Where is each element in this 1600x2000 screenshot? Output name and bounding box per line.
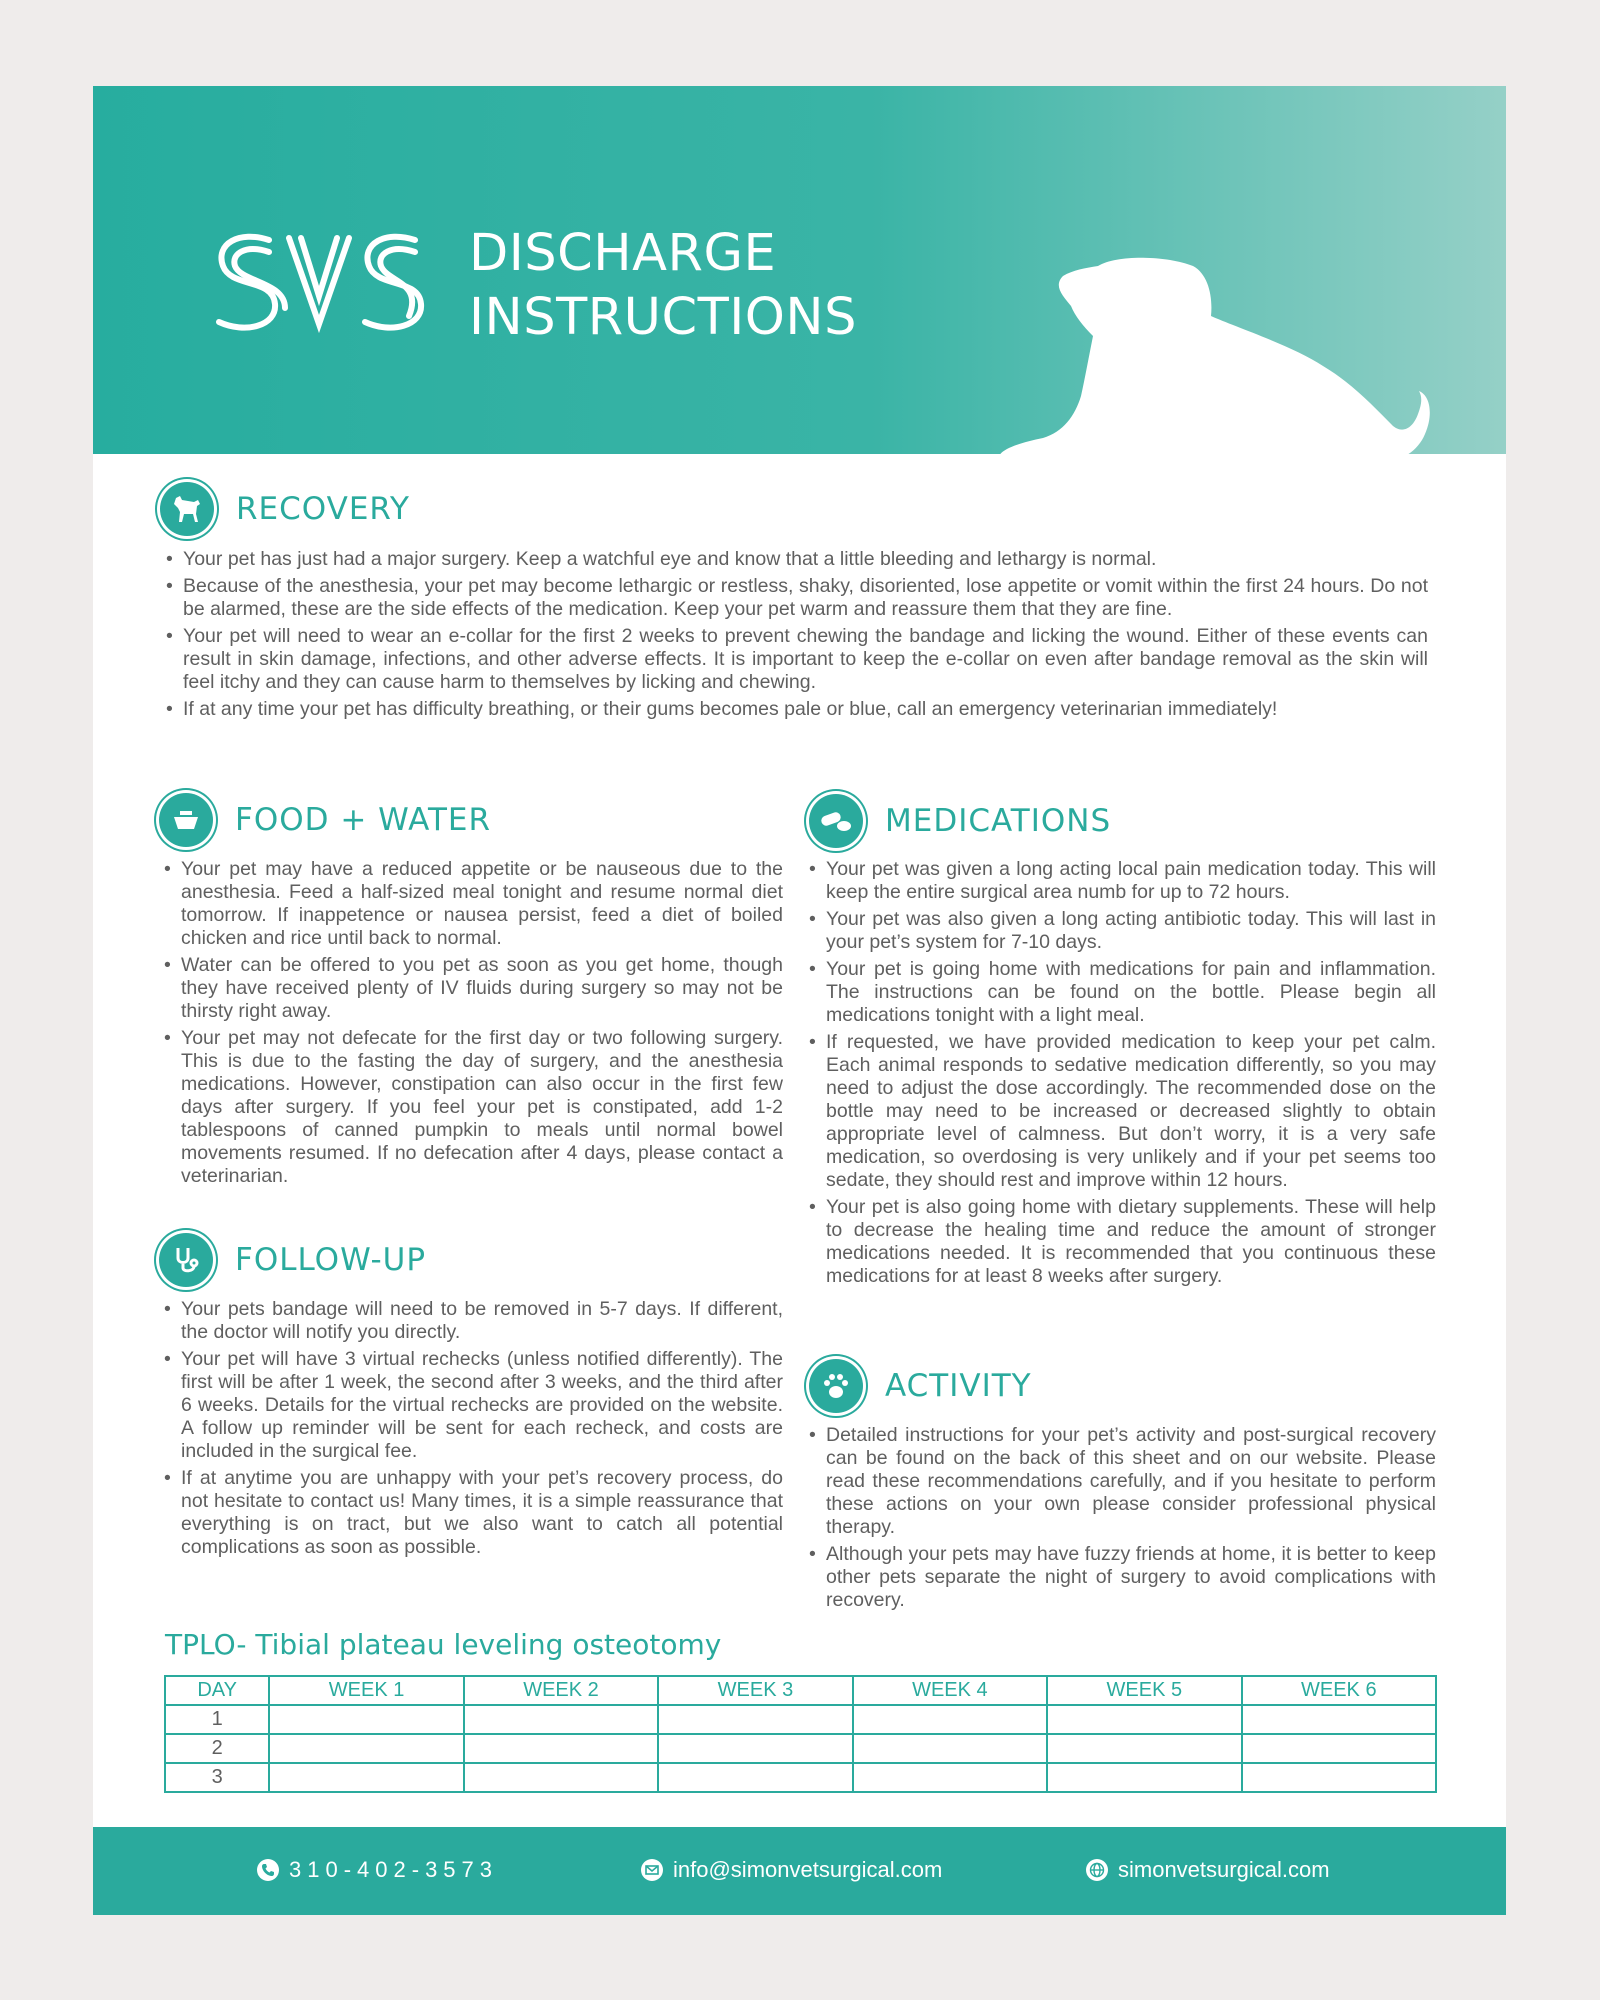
followup-title: FOLLOW-UP [235, 1242, 427, 1278]
food-list [163, 858, 783, 1192]
list-item: • Because of the anesthesia, your pet may become lethargic or restless, shaky, disoriented, lose appetite or vomit within the first 24 hours. Do not be alarmed, these are the side effects of the medication. Keep your pet warm and reassure them that they are fine. [165, 575, 1428, 621]
column-header: WEEK 1 [269, 1676, 463, 1705]
phone-number: 310-402-3573 [289, 1857, 499, 1882]
recovery-title: RECOVERY [236, 491, 410, 527]
column-header: DAY [165, 1676, 269, 1705]
followup-list [163, 1298, 783, 1563]
table-cell[interactable] [853, 1734, 1047, 1763]
table-cell[interactable] [658, 1763, 852, 1792]
table-cell[interactable] [269, 1705, 463, 1734]
list-item: • Water can be offered to you pet as soon as you get home, though they have received plenty of IV fluids during surgery so may not be thirsty right away. [163, 954, 783, 1023]
page-title [469, 222, 857, 350]
table-cell[interactable] [1047, 1763, 1241, 1792]
website-url: simonvetsurgical.com [1118, 1857, 1330, 1882]
table-cell[interactable] [1242, 1734, 1436, 1763]
globe-icon [1086, 1859, 1108, 1881]
food-heading [159, 793, 491, 847]
phone-icon [257, 1859, 279, 1881]
table-header-row [165, 1676, 1436, 1705]
followup-heading [159, 1233, 426, 1287]
table-cell[interactable] [464, 1734, 658, 1763]
column-header: WEEK 6 [1242, 1676, 1436, 1705]
column-header: WEEK 2 [464, 1676, 658, 1705]
email-contact[interactable] [641, 1857, 942, 1883]
table-cell[interactable] [853, 1705, 1047, 1734]
phone-contact[interactable] [257, 1857, 498, 1883]
food-title: FOOD + WATER [235, 802, 492, 838]
header-banner [93, 86, 1506, 454]
discharge-sheet [93, 86, 1506, 1915]
recovery-list [165, 548, 1428, 725]
website-contact[interactable] [1086, 1857, 1330, 1883]
table-cell[interactable] [1047, 1705, 1241, 1734]
recovery-heading [160, 482, 410, 536]
column-header: WEEK 5 [1047, 1676, 1241, 1705]
list-item: • Your pet was given a long acting local pain medication today. This will keep the entire surgical area numb for up to 72 hours. [808, 858, 1436, 904]
column-header: WEEK 4 [853, 1676, 1047, 1705]
paw-icon [809, 1359, 863, 1413]
list-item: • If at anytime you are unhappy with your pet’s recovery process, do not hesitate to contact us! Many times, it is a simple reassurance that everything is on tract, but we also want to catch all potential complications as soon as possible. [163, 1467, 783, 1559]
schedule-table [164, 1675, 1437, 1793]
schedule-title: TPLO- Tibial plateau leveling osteotomy [165, 1628, 722, 1661]
table-cell[interactable] [1242, 1705, 1436, 1734]
list-item: • Your pet will need to wear an e-collar for the first 2 weeks to prevent chewing the bandage and licking the wound. Either of these events can result in skin damage, infections, and other adverse effects. It is important to keep the e-collar on even after bandage removal as the skin will feel itchy and they can cause harm to themselves by licking and chewing. [165, 625, 1428, 694]
list-item: • Your pets bandage will need to be removed in 5-7 days. If different, the doctor will notify you directly. [163, 1298, 783, 1344]
list-item: • Your pet will have 3 virtual rechecks (unless notified differently). The first will be after 1 week, the second after 3 weeks, and the third after 6 weeks. Details for the virtual rechecks are provided on the website. A follow up reminder will be sent for each recheck, and costs are included in the surgical fee. [163, 1348, 783, 1463]
footer-bar [93, 1827, 1506, 1915]
list-item: • Your pet is going home with medications for pain and inflammation. The instructions can be found on the bottle. Please begin all medications tonight with a light meal. [808, 958, 1436, 1027]
activity-heading [809, 1359, 1032, 1413]
activity-title: ACTIVITY [885, 1368, 1032, 1404]
table-cell[interactable] [464, 1705, 658, 1734]
table-cell[interactable] [658, 1705, 852, 1734]
table-cell[interactable] [658, 1734, 852, 1763]
activity-list [808, 1424, 1436, 1616]
table-row [165, 1705, 1436, 1734]
day-cell: 2 [165, 1734, 269, 1763]
food-bowl-icon [159, 793, 213, 847]
list-item: • Your pet may have a reduced appetite or be nauseous due to the anesthesia. Feed a half-sized meal tonight and resume normal diet tomorrow. If inappetence or nausea persist, feed a diet of boiled chicken and rice until back to normal. [163, 858, 783, 950]
table-cell[interactable] [269, 1734, 463, 1763]
table-row [165, 1763, 1436, 1792]
email-icon [641, 1859, 663, 1881]
title-line-2: INSTRUCTIONS [469, 288, 857, 347]
table-cell[interactable] [464, 1763, 658, 1792]
table-row [165, 1734, 1436, 1763]
list-item: • Your pet is also going home with dietary supplements. These will help to decrease the healing time and reduce the amount of stronger medications needed. It is recommended that you continuous these medications for at least 8 weeks after surgery. [808, 1196, 1436, 1288]
day-cell: 3 [165, 1763, 269, 1792]
table-cell[interactable] [1047, 1734, 1241, 1763]
title-line-1: DISCHARGE [469, 224, 777, 283]
table-cell[interactable] [1242, 1763, 1436, 1792]
table-cell[interactable] [269, 1763, 463, 1792]
dog-silhouette-icon [993, 256, 1506, 454]
list-item: • If requested, we have provided medication to keep your pet calm. Each animal responds to sedative medication differently, so you may need to adjust the dose accordingly. The recommended dose on the bottle may need to be increased or decreased slightly to obtain appropriate level of calmness. But don’t worry, it is a very safe medication, so overdosing is very unlikely and if your pet seems too sedate, they should rest and improve within 12 hours. [808, 1031, 1436, 1192]
list-item: • Your pet was also given a long acting antibiotic today. This will last in your pet’s system for 7-10 days. [808, 908, 1436, 954]
list-item: • Detailed instructions for your pet’s activity and post-surgical recovery can be found on the back of this sheet and on our website. Please read these recommendations carefully, and if you hesitate to perform these actions on your own please consider professional physical therapy. [808, 1424, 1436, 1539]
email-address: info@simonvetsurgical.com [673, 1857, 943, 1882]
stethoscope-icon [159, 1233, 213, 1287]
list-item: • If at any time your pet has difficulty breathing, or their gums becomes pale or blue, call an emergency veterinarian immediately! [165, 698, 1428, 721]
svs-logo-icon [209, 226, 429, 336]
day-cell: 1 [165, 1705, 269, 1734]
medications-heading [809, 794, 1111, 848]
column-header: WEEK 3 [658, 1676, 852, 1705]
list-item: • Your pet may not defecate for the first day or two following surgery. This is due to the fasting the day of surgery, and the anesthesia medications. However, constipation can also occur in the first few days after surgery. If you feel your pet is constipated, add 1-2 tablespoons of canned pumpkin to meals until normal bowel movements resumed. If no defecation after 4 days, please contact a veterinarian. [163, 1027, 783, 1188]
list-item: • Although your pets may have fuzzy friends at home, it is better to keep other pets separate the night of surgery to avoid complications with recovery. [808, 1543, 1436, 1612]
dog-icon [160, 482, 214, 536]
table-cell[interactable] [853, 1763, 1047, 1792]
pills-icon [809, 794, 863, 848]
medications-list [808, 858, 1436, 1292]
medications-title: MEDICATIONS [885, 803, 1112, 839]
list-item: • Your pet has just had a major surgery. Keep a watchful eye and know that a little bleeding and lethargy is normal. [165, 548, 1428, 571]
